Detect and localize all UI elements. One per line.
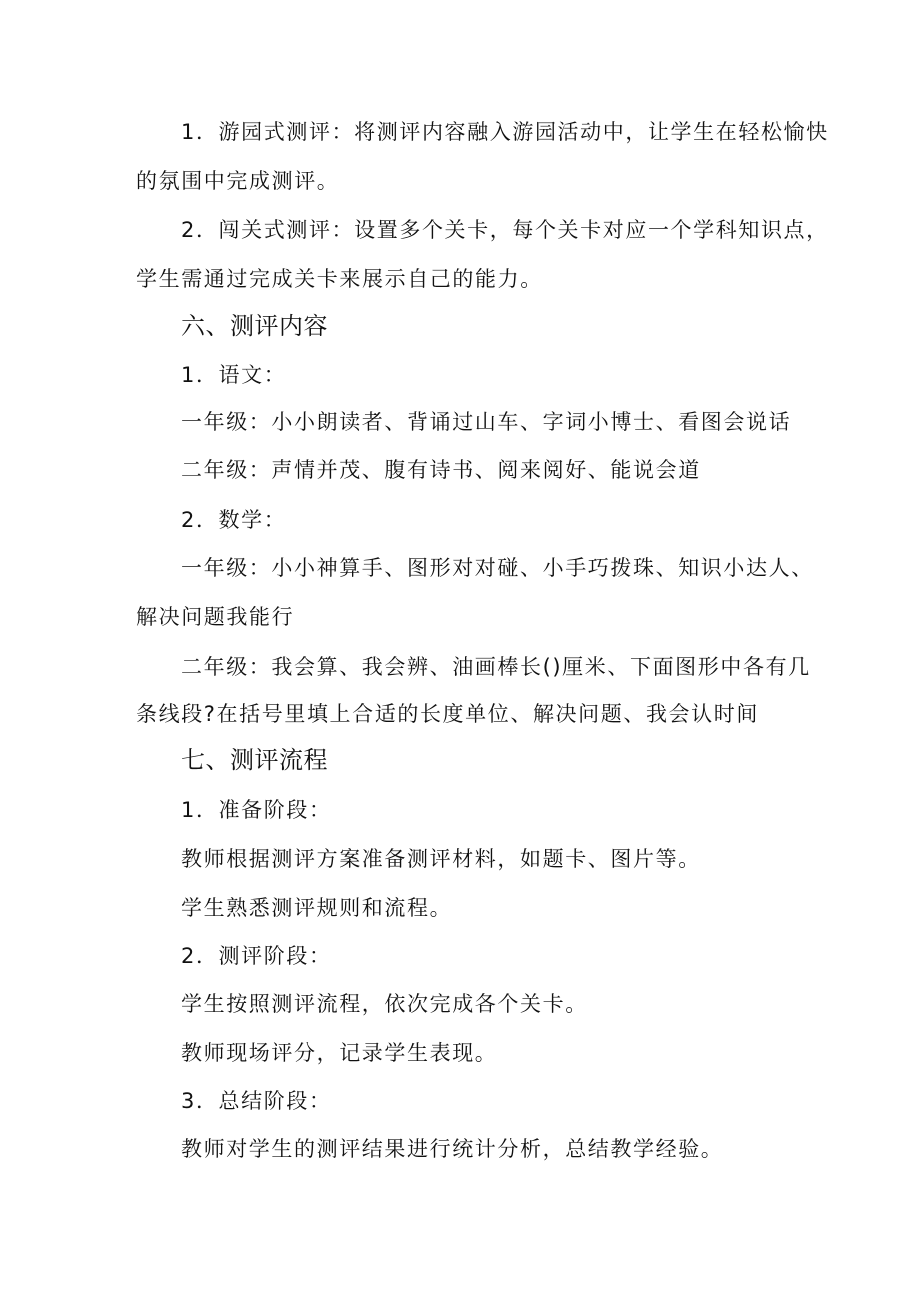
summary-item-1: 教师对学生的测评结果进行统计分析，总结教学经验。 (181, 1137, 724, 1161)
math-grade-1-items-line-1: 一年级：小小神算手、图形对对碰、小手巧拨珠、知识小达人、 (181, 556, 814, 580)
math-grade-1-items-line-2: 解决问题我能行 (136, 605, 295, 629)
evaluation-method-2-line-1: 2．闯关式测评：设置多个关卡，每个关卡对应一个学科知识点， (181, 218, 829, 242)
preparation-item-1: 教师根据测评方案准备测评材料，如题卡、图片等。 (181, 847, 701, 871)
evaluation-method-1-line-2: 的氛围中完成测评。 (136, 169, 340, 193)
evaluation-method-1-line-1: 1．游园式测评：将测评内容融入游园活动中，让学生在轻松愉快 (181, 120, 829, 144)
math-grade-2-items-line-1: 二年级：我会算、我会辨、油画棒长()厘米、下面图形中各有几 (181, 655, 811, 679)
chinese-grade-2-items: 二年级：声情并茂、腹有诗书、阅来阅好、能说会道 (181, 458, 701, 482)
section-6-heading: 六、测评内容 (181, 312, 328, 340)
chinese-grade-1-items: 一年级：小小朗读者、背诵过山车、字词小博士、看图会说话 (181, 410, 792, 434)
math-subject-label: 2．数学： (181, 508, 287, 532)
summary-stage-label: 3．总结阶段： (181, 1089, 332, 1113)
evaluation-stage-label: 2．测评阶段： (181, 944, 332, 968)
evaluation-item-1: 学生按照测评流程，依次完成各个关卡。 (181, 992, 588, 1016)
chinese-subject-label: 1．语文： (181, 363, 287, 387)
evaluation-method-2-line-2: 学生需通过完成关卡来展示自己的能力。 (136, 267, 543, 291)
preparation-item-2: 学生熟悉测评规则和流程。 (181, 896, 453, 920)
evaluation-item-2: 教师现场评分，记录学生表现。 (181, 1041, 498, 1065)
preparation-stage-label: 1．准备阶段： (181, 798, 332, 822)
math-grade-2-items-line-2: 条线段?在括号里填上合适的长度单位、解决问题、我会认时间 (136, 702, 759, 726)
section-7-heading: 七、测评流程 (181, 746, 328, 774)
